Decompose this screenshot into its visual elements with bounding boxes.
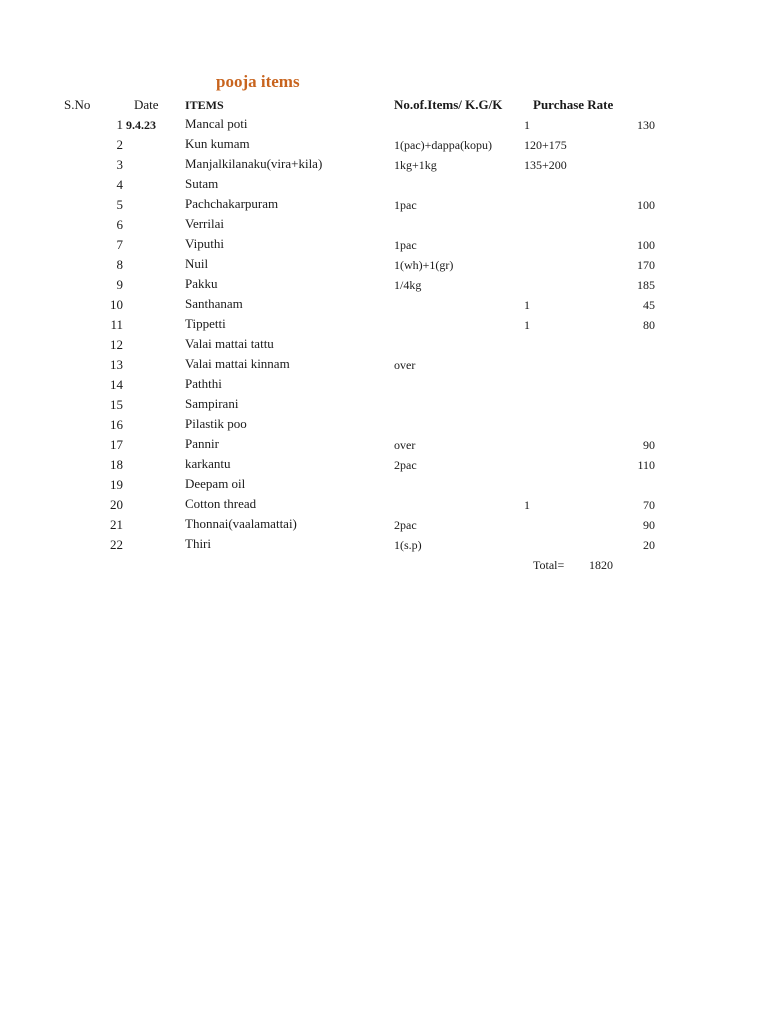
header-purchase-rate: Purchase Rate xyxy=(533,97,614,112)
row-date: 9.4.23 xyxy=(126,118,156,132)
row-item: Thiri xyxy=(185,536,211,551)
row-quantity: 1(pac)+dappa(kopu) xyxy=(394,138,493,152)
row-item: Pachchakarpuram xyxy=(185,196,279,211)
row-purchase-rate: 120+175 xyxy=(524,138,567,152)
row-item: karkantu xyxy=(185,456,231,471)
row-quantity: 1(wh)+1(gr) xyxy=(394,258,454,272)
row-amount: 90 xyxy=(643,438,655,452)
row-sno: 1 xyxy=(116,117,123,132)
row-sno: 14 xyxy=(110,377,123,392)
row-sno: 6 xyxy=(116,217,123,232)
table-row xyxy=(0,355,768,375)
page-title: pooja items xyxy=(216,72,300,91)
table-row xyxy=(0,115,768,135)
row-sno: 22 xyxy=(110,537,123,552)
row-item: Mancal poti xyxy=(185,116,248,131)
row-item: Sutam xyxy=(185,176,219,191)
row-sno: 20 xyxy=(110,497,123,512)
row-sno: 12 xyxy=(110,337,123,352)
table-row xyxy=(0,215,768,235)
header-items: ITEMS xyxy=(185,98,224,112)
table-row xyxy=(0,195,768,215)
row-amount: 20 xyxy=(643,538,655,552)
row-sno: 2 xyxy=(116,137,123,152)
row-purchase-rate: 1 xyxy=(524,298,530,312)
row-purchase-rate: 135+200 xyxy=(524,158,567,172)
row-sno: 13 xyxy=(110,357,123,372)
row-item: Sampirani xyxy=(185,396,239,411)
total-value: 1820 xyxy=(589,558,613,572)
row-purchase-rate: 1 xyxy=(524,118,530,132)
row-item: Manjalkilanaku(vira+kila) xyxy=(185,156,323,171)
row-sno: 17 xyxy=(110,437,123,452)
row-item: Santhanam xyxy=(185,296,243,311)
row-purchase-rate: 1 xyxy=(524,318,530,332)
row-quantity: 1(s.p) xyxy=(394,538,422,552)
row-amount: 70 xyxy=(643,498,655,512)
row-quantity: 1/4kg xyxy=(394,278,422,292)
table-row xyxy=(0,335,768,355)
row-sno: 4 xyxy=(116,177,123,192)
row-item: Paththi xyxy=(185,376,222,391)
row-sno: 15 xyxy=(110,397,123,412)
row-sno: 7 xyxy=(116,237,123,252)
header-sno: S.No xyxy=(64,97,91,112)
row-item: Nuil xyxy=(185,256,209,271)
table-row xyxy=(0,175,768,195)
row-amount: 185 xyxy=(637,278,655,292)
row-item: Verrilai xyxy=(185,216,224,231)
row-quantity: 1kg+1kg xyxy=(394,158,437,172)
row-amount: 110 xyxy=(637,458,655,472)
row-sno: 8 xyxy=(116,257,123,272)
row-amount: 90 xyxy=(643,518,655,532)
row-sno: 16 xyxy=(110,417,123,432)
row-item: Deepam oil xyxy=(185,476,246,491)
row-item: Thonnai(vaalamattai) xyxy=(185,516,297,531)
row-item: Pakku xyxy=(185,276,218,291)
items-table xyxy=(0,115,768,555)
row-sno: 3 xyxy=(116,157,123,172)
table-row xyxy=(0,515,768,535)
table-row xyxy=(0,295,768,315)
row-amount: 100 xyxy=(637,198,655,212)
row-sno: 11 xyxy=(110,317,123,332)
row-item: Viputhi xyxy=(185,236,224,251)
row-item: Pilastik poo xyxy=(185,416,247,431)
table-row xyxy=(0,395,768,415)
table-row xyxy=(0,255,768,275)
table-row xyxy=(0,415,768,435)
row-item: Pannir xyxy=(185,436,219,451)
table-row xyxy=(0,155,768,175)
row-item: Valai mattai kinnam xyxy=(185,356,290,371)
table-row xyxy=(0,535,768,555)
row-sno: 21 xyxy=(110,517,123,532)
table-row xyxy=(0,235,768,255)
row-purchase-rate: 1 xyxy=(524,498,530,512)
row-quantity: over xyxy=(394,438,416,452)
row-quantity: 1pac xyxy=(394,198,417,212)
total-label: Total= xyxy=(533,558,565,572)
row-sno: 9 xyxy=(116,277,123,292)
row-sno: 5 xyxy=(116,197,123,212)
header-quantity: No.of.Items/ K.G/K xyxy=(394,97,503,112)
table-row xyxy=(0,135,768,155)
row-amount: 130 xyxy=(637,118,655,132)
row-item: Valai mattai tattu xyxy=(185,336,274,351)
table-row xyxy=(0,375,768,395)
row-sno: 19 xyxy=(110,477,123,492)
table-row xyxy=(0,455,768,475)
row-sno: 18 xyxy=(110,457,123,472)
row-quantity: 2pac xyxy=(394,458,417,472)
row-amount: 45 xyxy=(643,298,655,312)
row-amount: 80 xyxy=(643,318,655,332)
row-quantity: 1pac xyxy=(394,238,417,252)
table-row xyxy=(0,315,768,335)
row-quantity: over xyxy=(394,358,416,372)
row-sno: 10 xyxy=(110,297,123,312)
row-item: Kun kumam xyxy=(185,136,250,151)
row-amount: 100 xyxy=(637,238,655,252)
table-row xyxy=(0,275,768,295)
table-row xyxy=(0,435,768,455)
table-row xyxy=(0,475,768,495)
row-item: Tippetti xyxy=(185,316,226,331)
row-amount: 170 xyxy=(637,258,655,272)
table-row xyxy=(0,495,768,515)
header-date: Date xyxy=(134,97,159,112)
row-item: Cotton thread xyxy=(185,496,257,511)
row-quantity: 2pac xyxy=(394,518,417,532)
